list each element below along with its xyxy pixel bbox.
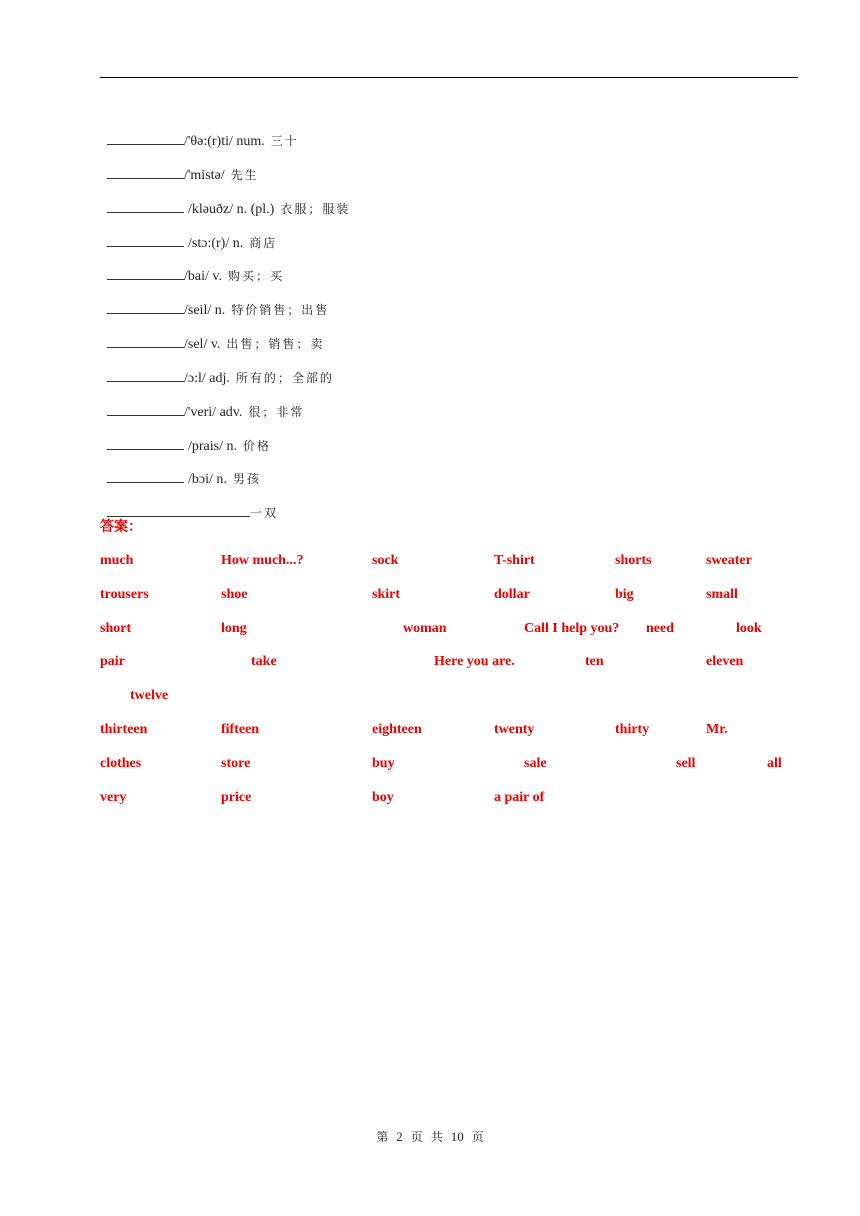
vocab-phonetic: /seil/ n. bbox=[184, 303, 226, 318]
answer-word: fifteen bbox=[221, 722, 260, 737]
answer-blank[interactable] bbox=[107, 166, 184, 179]
answer-word: thirteen bbox=[100, 722, 148, 737]
vocab-phonetic: /bai/ v. bbox=[184, 269, 222, 284]
answer-word: price bbox=[221, 790, 252, 805]
answer-word: shorts bbox=[615, 553, 652, 568]
answer-word: Here you are. bbox=[434, 654, 515, 669]
vocab-line bbox=[100, 449, 261, 487]
answer-word: big bbox=[615, 587, 634, 602]
vocab-line bbox=[100, 314, 325, 352]
vocab-line bbox=[100, 111, 299, 149]
vocab-phonetic: /ɔ:l/ adj. bbox=[184, 371, 230, 386]
answer-word: sock bbox=[372, 553, 399, 568]
answer-word: woman bbox=[403, 621, 447, 636]
footer-label: 页 bbox=[410, 1130, 423, 1144]
footer-label: 第 bbox=[376, 1130, 389, 1144]
answer-word: twelve bbox=[130, 688, 169, 703]
vocab-meaning: 出售；销售；卖 bbox=[226, 337, 325, 351]
answer-word: T-shirt bbox=[494, 553, 535, 568]
answer-word: look bbox=[736, 621, 762, 636]
vocab-phonetic: /bɔi/ n. bbox=[188, 472, 227, 487]
vocab-line bbox=[100, 382, 305, 420]
answer-word: eighteen bbox=[372, 722, 422, 737]
answer-blank[interactable] bbox=[107, 369, 184, 382]
answer-word: skirt bbox=[372, 587, 400, 602]
vocab-phonetic: /'θə:(r)ti/ num. bbox=[184, 134, 265, 149]
answer-word: sell bbox=[676, 756, 696, 771]
vocab-phonetic: /prais/ n. bbox=[188, 439, 237, 454]
answer-word: How much...? bbox=[221, 553, 304, 568]
answer-word: thirty bbox=[615, 722, 650, 737]
answer-word: long bbox=[221, 621, 247, 636]
total-pages: 10 bbox=[450, 1129, 464, 1144]
answer-word: take bbox=[251, 654, 277, 669]
vocab-meaning: 商店 bbox=[249, 236, 278, 250]
answer-word: sale bbox=[524, 756, 547, 771]
answer-word: boy bbox=[372, 790, 394, 805]
answer-word: Call I help you? bbox=[524, 621, 620, 636]
answer-blank[interactable] bbox=[107, 132, 184, 145]
answer-heading: 答案： bbox=[100, 519, 142, 535]
answer-word: a pair of bbox=[494, 790, 545, 805]
vocab-line bbox=[100, 246, 284, 284]
answer-word: clothes bbox=[100, 756, 142, 771]
vocab-meaning: 男孩 bbox=[232, 472, 261, 486]
vocab-line bbox=[100, 145, 259, 183]
vocab-meaning: 所有的；全部的 bbox=[235, 371, 334, 385]
answer-blank[interactable] bbox=[107, 403, 184, 416]
footer-label: 共 bbox=[430, 1130, 443, 1144]
answer-word: all bbox=[767, 756, 782, 771]
vocab-meaning: 先生 bbox=[230, 168, 259, 182]
vocab-meaning: 价格 bbox=[243, 439, 272, 453]
vocab-phonetic: /sel/ v. bbox=[184, 337, 221, 352]
page-number: 2 bbox=[396, 1129, 403, 1144]
vocab-line bbox=[100, 179, 351, 217]
answer-word: short bbox=[100, 621, 132, 636]
vocab-phonetic: /'veri/ adv. bbox=[184, 405, 243, 420]
answer-word: Mr. bbox=[706, 722, 728, 737]
vocab-phonetic: /'mistə/ bbox=[184, 168, 225, 183]
answer-blank[interactable] bbox=[107, 470, 184, 483]
header-rule bbox=[100, 77, 798, 78]
answer-word: pair bbox=[100, 654, 125, 669]
answer-word: trousers bbox=[100, 587, 149, 602]
answer-word: shoe bbox=[221, 587, 248, 602]
vocab-line bbox=[100, 280, 330, 318]
footer-label: 页 bbox=[471, 1130, 484, 1144]
vocab-meaning: 三十 bbox=[270, 134, 299, 148]
answer-word: store bbox=[221, 756, 251, 771]
answer-word: buy bbox=[372, 756, 395, 771]
answer-blank[interactable] bbox=[107, 335, 184, 348]
answer-word: small bbox=[706, 587, 738, 602]
answer-word: sweater bbox=[706, 553, 752, 568]
vocab-line bbox=[100, 416, 272, 454]
answer-word: ten bbox=[585, 654, 604, 669]
answer-word: twenty bbox=[494, 722, 535, 737]
answer-word: eleven bbox=[706, 654, 744, 669]
vocab-line bbox=[100, 213, 278, 251]
answer-word: need bbox=[646, 621, 674, 636]
answer-blank[interactable] bbox=[107, 301, 184, 314]
vocab-meaning: 特价销售；出售 bbox=[231, 303, 330, 317]
vocab-meaning: 衣服；服装 bbox=[280, 202, 351, 216]
page-footer bbox=[0, 1128, 860, 1145]
answer-word: dollar bbox=[494, 587, 530, 602]
answer-word: much bbox=[100, 553, 134, 568]
vocab-meaning: 购买；买 bbox=[227, 269, 284, 283]
answer-blank[interactable] bbox=[107, 200, 184, 213]
answer-blank[interactable] bbox=[107, 267, 184, 280]
vocab-phonetic: /kləuðz/ n. (pl.) bbox=[188, 202, 275, 217]
vocab-line bbox=[100, 483, 279, 520]
vocab-meaning: 一双 bbox=[250, 506, 279, 520]
answer-word: very bbox=[100, 790, 127, 805]
vocab-line bbox=[100, 348, 334, 386]
vocab-meaning: 很；非常 bbox=[248, 405, 305, 419]
vocab-phonetic: /stɔ:(r)/ n. bbox=[188, 236, 244, 251]
